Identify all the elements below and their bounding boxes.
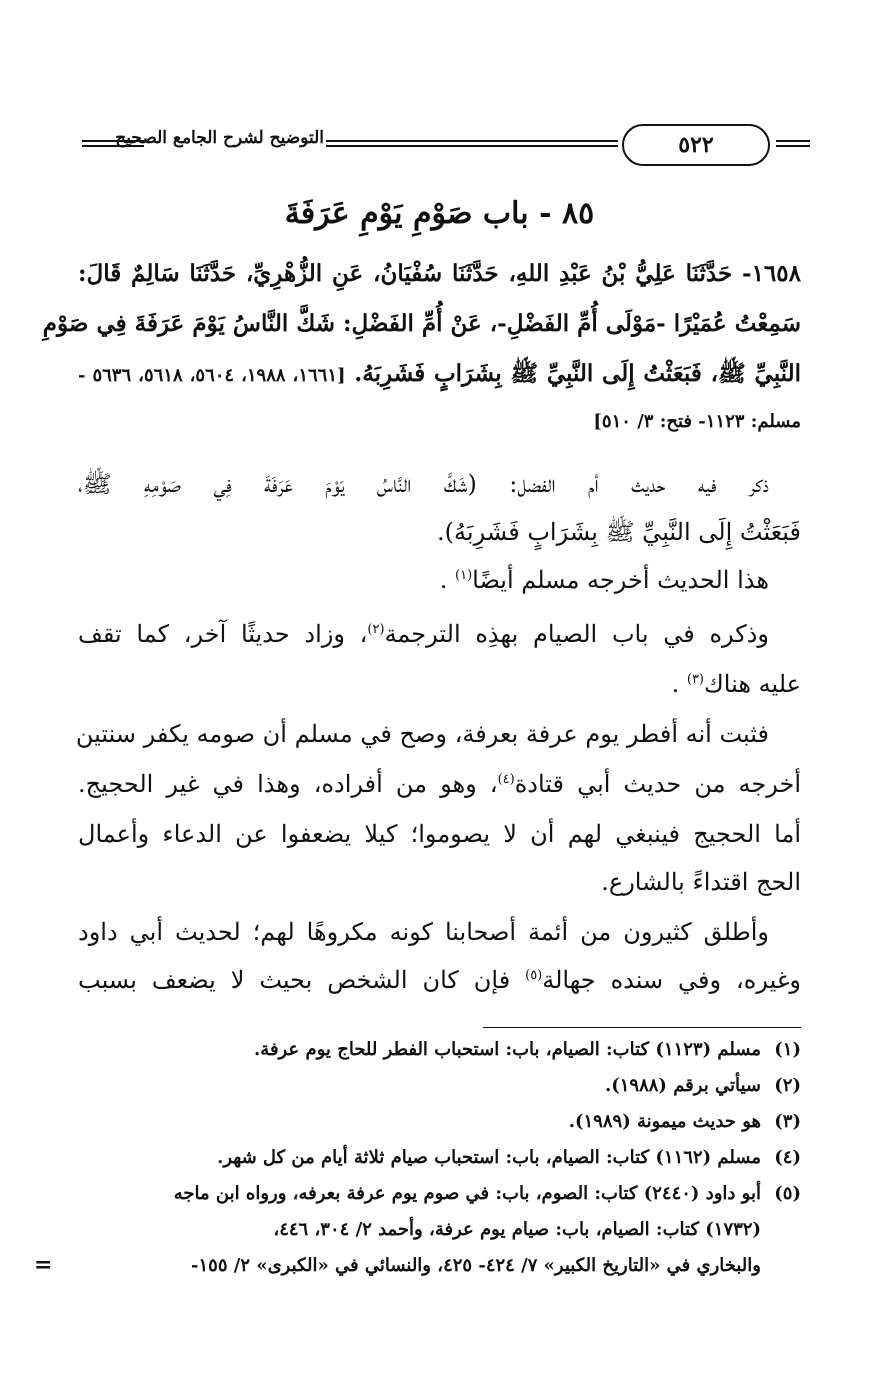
- footnote-2: [605, 1072, 801, 1100]
- footnote-text: مسلم (١١٢٣) كتاب: الصيام، باب: استحباب الفطر للحاج يوم عرفة.: [254, 1039, 761, 1060]
- footnote-4: [217, 1144, 801, 1172]
- commentary-p3-text-b: ، وزاد حديثًا آخر، كما تقف: [78, 620, 368, 648]
- hadith-line-1: ١٦٥٨- حَدَّثَنَا عَلِيُّ بْنُ عَبْدِ اللهِ، حَدَّثَنَا سُفْيَانُ، عَنِ الزُّهْرِيِّ، حَدَّثَنَا سَالِمٌ قَالَ:: [78, 260, 801, 287]
- footnote-ref-3: (٣): [686, 672, 704, 687]
- footnote-5-cont-2: والبخاري في «التاريخ الكبير» ٧/ ٤٢٤- ٤٢٥، والنسائي في «الكبرى» ٢/ ١٥٥-: [191, 1255, 761, 1276]
- chapter-title: ٨٥ - باب صَوْمِ يَوْمِ عَرَفَةَ: [284, 196, 595, 231]
- commentary-p1-line2: فَبَعَثْتُ إِلَى النَّبِيِّ ﷺ بِشَرَابٍ فَشَرِبَهُ).: [437, 518, 801, 546]
- footnote-text: هو حديث ميمونة (١٩٨٩).: [568, 1111, 761, 1132]
- commentary-p3-line1: [78, 616, 769, 652]
- commentary-p3-text-a: وذكره في باب الصيام بهذِه الترجمة: [384, 620, 769, 648]
- footnote-ref-1: (١): [455, 568, 473, 583]
- commentary-p5-line2: [78, 962, 801, 998]
- commentary-p2-end: .: [439, 566, 448, 594]
- commentary-p2-text: هذا الحديث أخرجه مسلم أيضًا: [472, 566, 769, 594]
- hadith-references: [١٦٦١، ١٩٨٨، ٥٦٠٤، ٥٦١٨، ٥٦٣٦ -: [78, 365, 346, 386]
- footnote-text: مسلم (١١٦٢) كتاب: الصيام، باب: استحباب صيام ثلاثة أيام من كل شهر.: [217, 1147, 761, 1168]
- footnote-5: [174, 1180, 801, 1208]
- footnote-3: [569, 1108, 801, 1136]
- hadith-line-3-text: النَّبِيِّ ﷺ، فَبَعَثْتُ إِلَى النَّبِيِّ ﷺ بِشَرَابٍ فَشَرِبَهُ.: [354, 360, 801, 387]
- commentary-p4-line3: أما الحجيج فينبغي لهم أن لا يصوموا؛ كيلا يضعفوا عن الدعاء وأعمال: [78, 820, 801, 848]
- footnote-1: [254, 1036, 801, 1064]
- running-title: التوضيح لشرح الجامع الصحيح: [115, 128, 324, 148]
- footnote-number: (٢): [774, 1075, 801, 1096]
- commentary-p5-line1: وأطلق كثيرون من أئمة أصحابنا كونه مكروهًا لهم؛ لحديث أبي داود: [78, 918, 769, 946]
- header-rule-right: [776, 140, 810, 150]
- footnote-ref-5: (٥): [525, 968, 543, 983]
- header-rule-left: [82, 140, 144, 150]
- commentary-p5-text-a: وغيره، وفي سنده جهالة: [542, 966, 801, 994]
- commentary-p5-text-b: فإن كان الشخص بحيث لا يضعف بسبب: [78, 966, 526, 994]
- footnote-separator: [483, 1027, 801, 1028]
- footnote-5-cont-1: (١٧٣٢) كتاب: الصيام، باب: صيام يوم عرفة، وأحمد ٢/ ٣٠٤، ٤٤٦،: [273, 1219, 761, 1240]
- header-rule-middle: [326, 140, 618, 150]
- hadith-line-3: [78, 356, 801, 394]
- footnote-text: أبو داود (٢٤٤٠) كتاب: الصوم، باب: في صوم يوم عرفة بعرفه، ورواه ابن ماجه: [173, 1183, 761, 1204]
- commentary-p4-line1: فثبت أنه أفطر يوم عرفة بعرفة، وصح في مسلم أن صومه يكفر سنتين: [75, 720, 769, 748]
- commentary-p4-text-b: ، وهو من أفراده، وهذا في غير الحجيج.: [78, 770, 498, 798]
- commentary-p3-line2-text: عليه هناك: [704, 670, 801, 698]
- commentary-p3-line2-end: .: [671, 670, 680, 698]
- hadith-line-2: سَمِعْتُ عُمَيْرًا -مَوْلَى أُمِّ الفَضْلِ-، عَنْ أُمِّ الفَضْلِ: شَكَّ النَّاسُ يَوْمَ عَرَفَةَ فِي صَوْمِ: [42, 310, 801, 337]
- commentary-p1-line1: ذكر فيه حديث أم الفضل: (شَكَّ النَّاسُ يَوْمَ عَرَفَةَ فِي صَوْمِهِ ﷺ،: [78, 470, 769, 498]
- page-number: ٥٢٢: [622, 124, 770, 166]
- footnote-number: (١): [774, 1039, 801, 1060]
- page-header: [70, 118, 810, 174]
- commentary-p4-line2: [78, 766, 801, 802]
- footnote-ref-4: (٤): [497, 772, 515, 787]
- footnote-number: (٣): [774, 1111, 801, 1132]
- commentary-p3-line2: [672, 666, 801, 702]
- footnote-ref-2: (٢): [367, 622, 385, 637]
- commentary-p4-text-a: أخرجه من حديث أبي قتادة: [514, 770, 802, 798]
- footnote-text: سيأتي برقم (١٩٨٨).: [604, 1075, 761, 1096]
- footnote-number: (٤): [774, 1147, 801, 1168]
- hadith-references-cont: مسلم: ١١٢٣- فتح: ٣/ ٥١٠]: [593, 411, 801, 432]
- commentary-p4-line4: الحج اقتداءً بالشارع.: [601, 868, 801, 896]
- continuation-mark: =: [34, 1252, 53, 1278]
- footnote-number: (٥): [774, 1183, 801, 1204]
- commentary-p2: [440, 562, 769, 598]
